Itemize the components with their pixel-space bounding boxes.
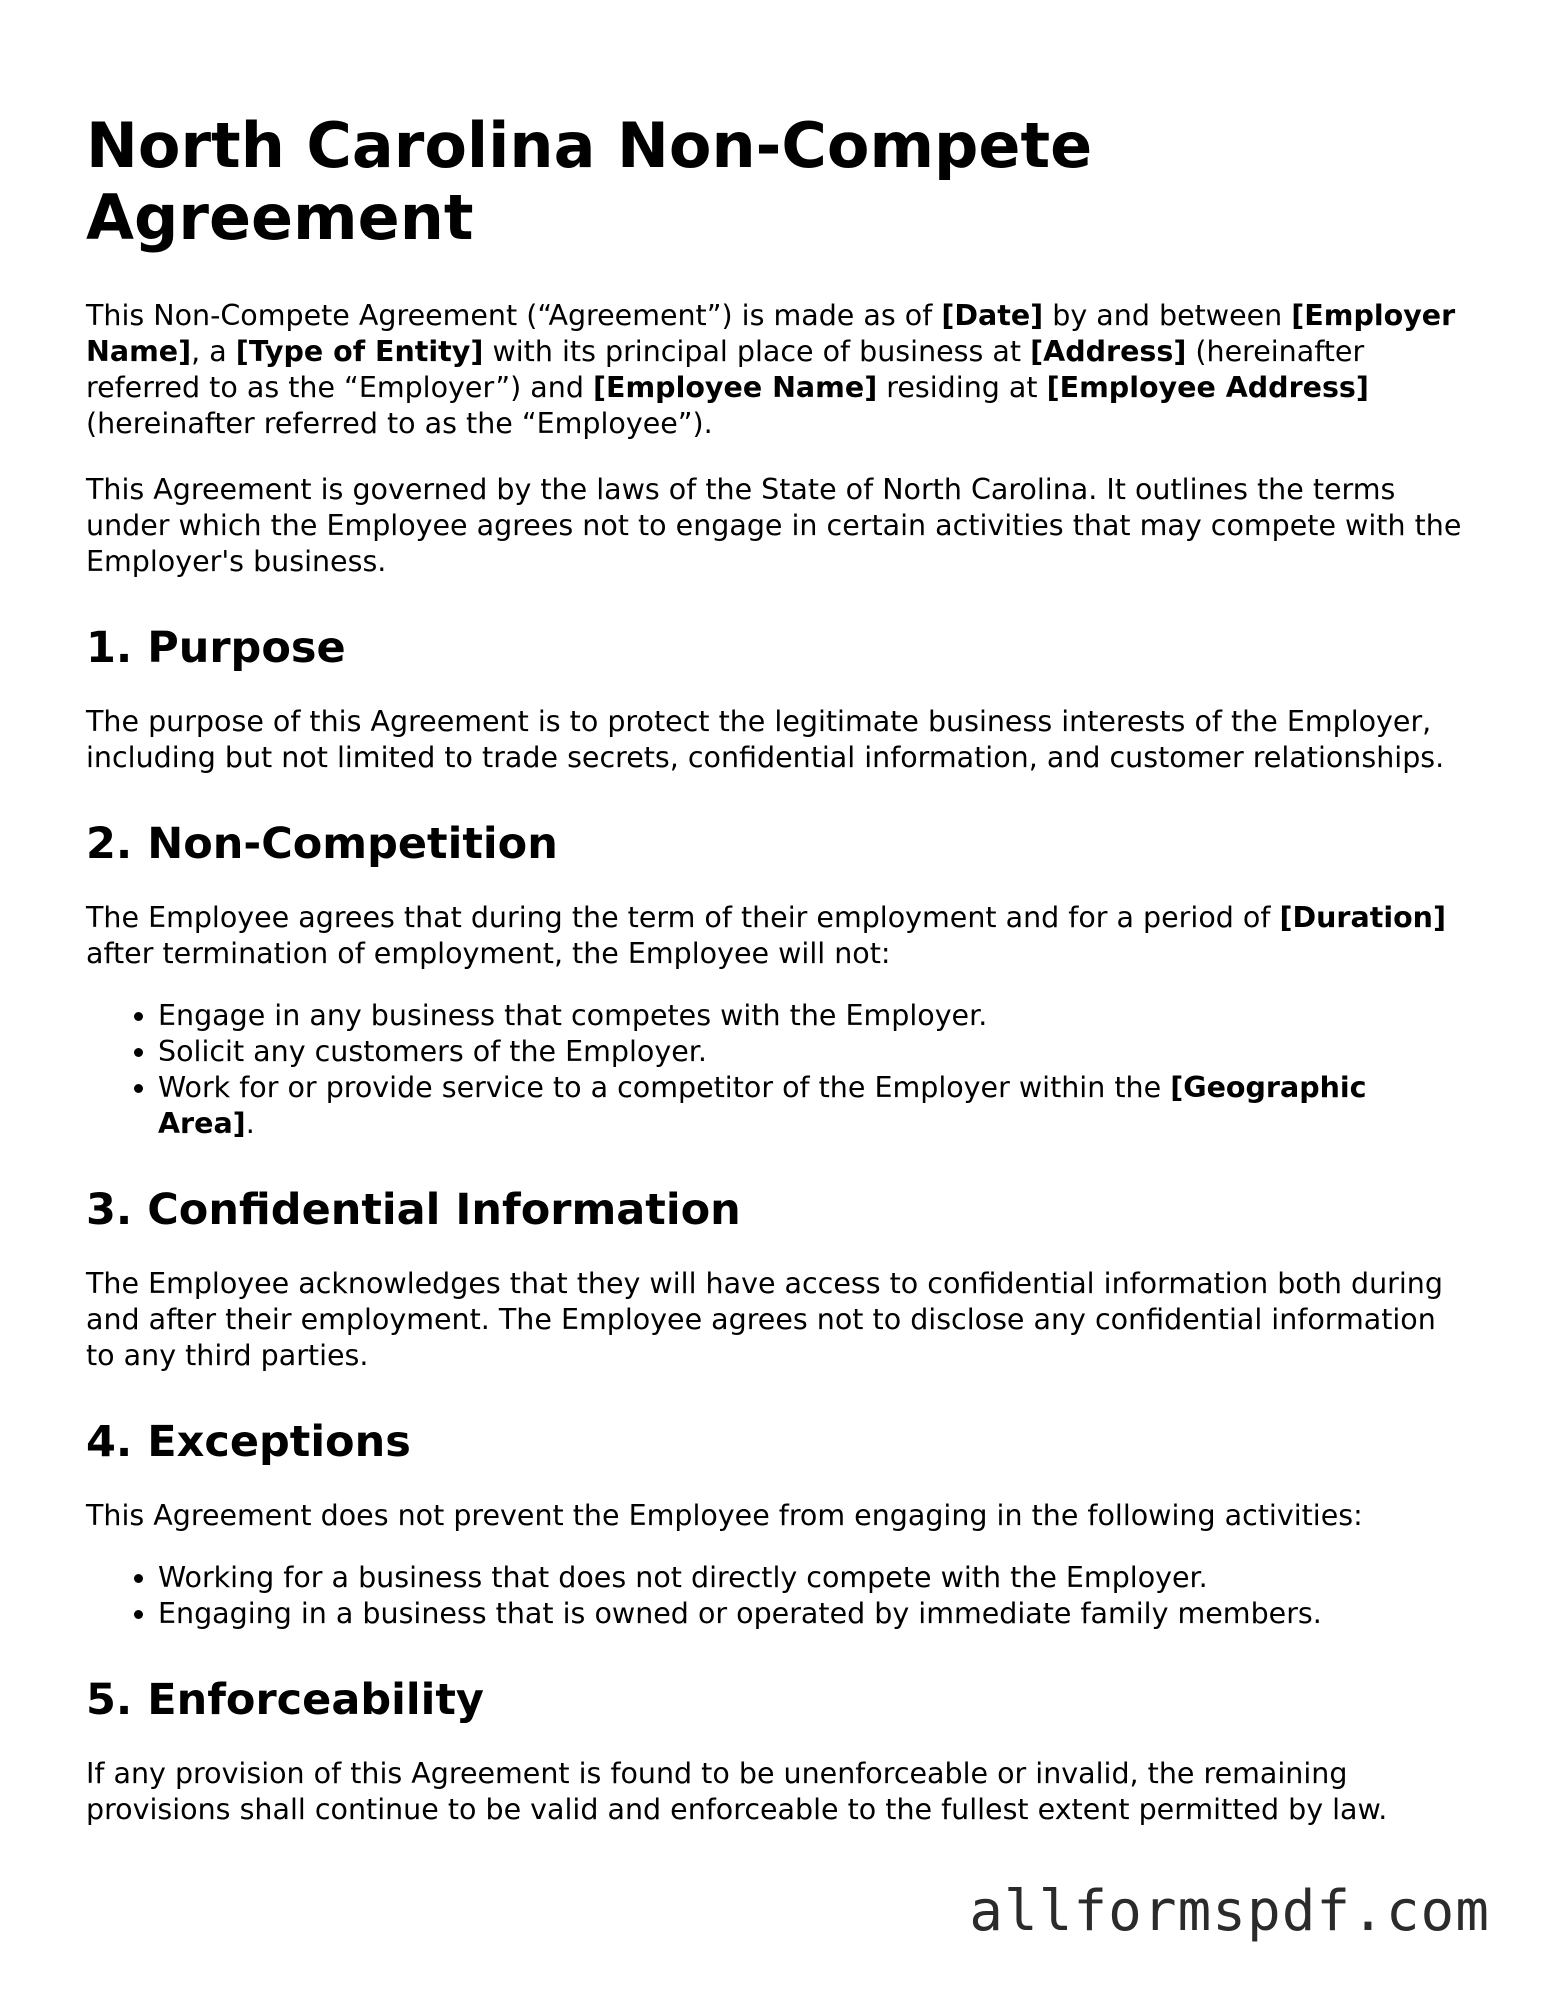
intro-paragraph (86, 298, 1466, 442)
list-item: • Working for a business that does not directly compete with the Employer. (158, 1560, 1466, 1596)
list-item: • Solicit any customers of the Employer. (158, 1034, 1466, 1070)
intro-text: with its principal place of business at (483, 335, 1031, 368)
document-page (86, 110, 1466, 1858)
governing-law-paragraph: This Agreement is governed by the laws of the State of North Carolina. It outlines the terms under which the Employee agrees not to engage in certain activities that may compete with the Employer's business. (86, 473, 1462, 578)
list-item: • Engaging in a business that is owned or operated by immediate family members. (158, 1596, 1466, 1632)
non-competition-list (86, 998, 1466, 1142)
intro-text: residing at (877, 371, 1047, 404)
section-heading-exceptions: 4. Exceptions (86, 1417, 411, 1467)
non-competition-paragraph (86, 900, 1466, 972)
date-placeholder: [Date] (941, 299, 1044, 332)
employer-name-placeholder: [Employer Name] (86, 299, 1456, 368)
list-item (158, 1070, 1466, 1142)
list-item-text: . (245, 1107, 255, 1140)
employee-name-placeholder: [Employee Name] (592, 371, 878, 404)
intro-text: (hereinafter referred to as the “Employer”) and (86, 335, 1365, 404)
document-title: North Carolina Non-Compete Agreement (86, 109, 1093, 254)
address-placeholder: [Address] (1030, 335, 1187, 368)
section-heading-non-competition: 2. Non-Competition (86, 819, 558, 869)
enforceability-paragraph: If any provision of this Agreement is found to be unenforceable or invalid, the remaining provisions shall continue to be valid and enforceable to the fullest extent permitted by law. (86, 1757, 1388, 1826)
employee-address-placeholder: [Employee Address] (1046, 371, 1369, 404)
section-heading-enforceability: 5. Enforceability (86, 1675, 484, 1725)
confidential-paragraph: The Employee acknowledges that they will have access to confidential information both during and after their employment. The Employee agrees not to disclose any confidential information to any third parties. (86, 1267, 1443, 1372)
intro-text: , a (191, 335, 236, 368)
intro-text: This Non-Compete Agreement (“Agreement”) is made as of (86, 299, 942, 332)
exceptions-paragraph: This Agreement does not prevent the Employee from engaging in the following activities: (86, 1499, 1363, 1532)
section-heading-purpose: 1. Purpose (86, 623, 346, 673)
intro-text: by and between (1043, 299, 1292, 332)
non-competition-text: after termination of employment, the Employee will not: (86, 937, 891, 970)
geographic-area-placeholder: [Geographic Area] (158, 1071, 1367, 1140)
list-item-text: Work for or provide service to a competitor of the Employer within the (158, 1071, 1171, 1104)
entity-type-placeholder: [Type of Entity] (235, 335, 484, 368)
intro-text: (hereinafter referred to as the “Employee”). (86, 407, 713, 440)
list-item: • Engage in any business that competes with the Employer. (158, 998, 1466, 1034)
purpose-paragraph: The purpose of this Agreement is to protect the legitimate business interests of the Employer, including but not limited to trade secrets, confidential information, and customer relationships. (86, 705, 1445, 774)
watermark-text: allformspdf.com (969, 1879, 1490, 1944)
non-competition-text: The Employee agrees that during the term of their employment and for a period of (86, 901, 1280, 934)
section-heading-confidential: 3. Confidential Information (86, 1185, 741, 1235)
exceptions-list (86, 1560, 1466, 1632)
duration-placeholder: [Duration] (1279, 901, 1446, 934)
